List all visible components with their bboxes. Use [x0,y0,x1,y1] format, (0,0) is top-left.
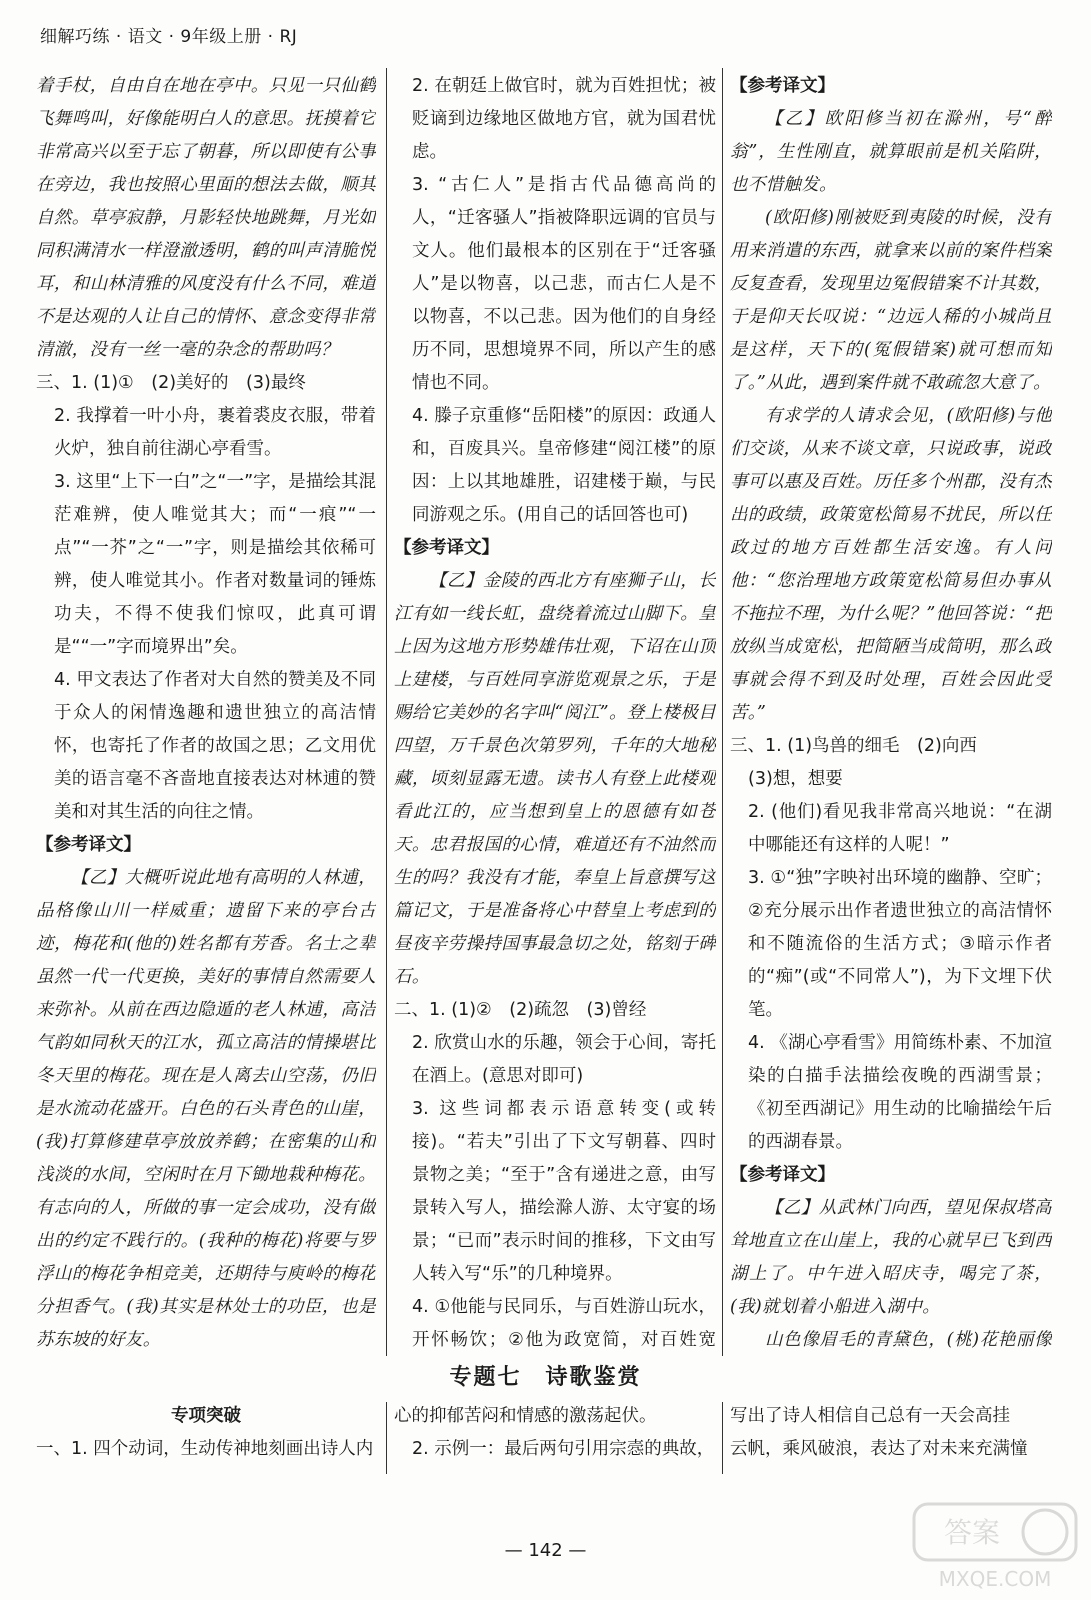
answer-item: 4. ①他能与民同乐，与百姓游山玩水，开怀畅饮；②他为政宽简，对百姓宽 [412,1297,716,1350]
answer-item: 2. 我撑着一叶小舟，裹着裘皮衣服，带着火炉，独自前往湖心亭看雪。 [54,406,376,459]
translation-paragraph: 【乙】金陵的西北方有座狮子山，长江有如一线长虹，盘绕着流过山脚下。皇上因为这地方形势雄伟壮观，下诏在山顶上建楼，与百姓同享游览观景之乐，于是赐给它美妙的名字叫“阅江”。登上楼极目四望，万千景色次第罗列，千年的大地秘藏，顷刻显露无遗。读书人有登上此楼观看此江的，应当想到皇上的恩德有如苍天。忠君报国的心情，难道还有不油然而生的吗？我没有才能，奉皇上旨意撰写这篇记文，于是准备将心中替皇上考虑到的昼夜辛劳操持国事最急切之处，铭刻于碑石。 [394,571,716,987]
answer-item: 心的抑郁苦闷和情感的激荡起伏。 [394,1406,657,1426]
translation-paragraph: 【乙】大概听说此地有高明的人林逋，品格像山川一样威重；遗留下来的亭台古迹，梅花和(他的)姓名都有芳香。名士之辈虽然一代一代更换，美好的事情自然需要人来弥补。从前在西边隐遁的老人林逋，高洁气韵如同秋天的江水，孤立高洁的情操堪比冬天里的梅花。现在是人离去山空荡，仍旧是水流动花盛开。白色的石头青色的山崖，(我)打算修建草亭放放养鹤；在密集的山和浅淡的水间，空闲时在月下锄地栽种梅花。有志向的人，所做的事一定会成功，没有做出的约定不践行的。(我种的梅花)将要与罗浮山的梅花争相竞美，还期待与庾岭的梅花分担香气。(我)其实是林处士的功臣，也是苏东坡的好友。 [36,868,376,1350]
bottom-column-3 [730,1400,1052,1466]
bottom-column-1 [36,1400,376,1466]
watermark-logo-icon [910,1500,1080,1595]
page-number: — 142 — [504,1540,587,1561]
translation-paragraph: 着手杖，自由自在地在亭中。只见一只仙鹤飞舞鸣叫，好像能明白人的意思。抚摸着它非常高兴以至于忘了朝暮，所以即使有公事在旁边，我也按照心里面的想法去做，顺其自然。草亭寂静，月影轻快地跳舞，月光如同积满清水一样澄澈透明，鹤的叫声清脆悦耳，和山林清雅的风度没有什么不同，难道不是达观的人让自己的情怀、意念变得非常清澈，没有一丝一毫的杂念的帮助吗？ [36,76,376,360]
answer-item: 3. “古仁人”是指古代品德高尚的人，“迁客骚人”指被降职远调的官员与文人。他们最根本的区别在于“迁客骚人”是以物喜，以己悲，而古仁人是不以物喜，不以己悲。因为他们的自身经历不同，思想境界不同，所以产生的感情也不同。 [412,175,716,393]
book-header: 细解巧练 · 语文 · 9年级上册 · RJ [40,27,298,47]
answer-item: (3)想，想要 [748,769,843,789]
section-title: 专题七 诗歌鉴赏 [449,1365,642,1390]
translation-paragraph: 【乙】从武林门向西，望见保叔塔高耸地直立在山崖上，我的心就早已飞到西湖上了。中午进入昭庆寺，喝完了茶，(我)就划着小船进入湖中。 [730,1198,1052,1317]
answer-item: 云帆，乘风破浪，表达了对未来充满憧 [730,1439,1028,1459]
reference-translation-label: 【参考译文】 [394,538,499,558]
column-divider-3 [386,1402,387,1474]
answer-item: 3. ①“独”字映衬出环境的幽静、空旷；②充分展示出作者遗世独立的高洁情怀和不随流俗的生活方式；③暗示作者的“痴”(或“不同常人”)，为下文埋下伏笔。 [748,868,1052,1020]
answer-item: 2. 欣赏山水的乐趣，领会于心间，寄托在酒上。(意思对即可) [412,1033,716,1086]
answer-item: 一、1. 四个动词，生动传神地刻画出诗人内 [36,1439,374,1459]
svg-text:MXQE.COM: MXQE.COM [938,1567,1052,1591]
answer-item: 4. 滕子京重修“岳阳楼”的原因：政通人和，百废具兴。皇帝修建“阅江楼”的原因：上以其地雄胜，诏建楼于巅，与民同游观之乐。(用自己的话回答也可) [412,406,716,525]
answer-item: 写出了诗人相信自己总有一天会高挂 [730,1406,1010,1426]
answer-item: 2. 示例一：最后两句引用宗悫的典故， [412,1439,715,1459]
svg-text:答案: 答案 [943,1516,1001,1549]
section-heading: 专项突破 [171,1406,241,1426]
translation-paragraph: 山色像眉毛的青黛色，(桃)花艳丽像 [765,1330,1052,1350]
answer-item: 3. 这里“上下一白”之“一”字，是描绘其混茫难辨，使人唯觉其大；而“一痕”“一点”“一芥”之“一”字，则是描绘其依稀可辨，使人唯觉其小。作者对数量词的锤炼功夫，不得不使我们惊叹，此真可谓是““一”字而境界出”矣。 [54,472,376,657]
answer-item: 2. (他们)看见我非常高兴地说：“在湖中哪能还有这样的人呢！” [748,802,1052,855]
column-1 [36,70,376,1360]
bottom-column-2 [394,1400,716,1466]
answer-item: 3. 这些词都表示语意转变(或转接)。“若夫”引出了下文写朝暮、四时景物之美；“至于”含有递进之意，由写景转入写人，描绘滁人游、太守宴的场景；“已而”表示时间的推移，下文由写人转入写“乐”的几种境界。 [412,1099,716,1284]
reference-translation-label: 【参考译文】 [730,76,835,96]
column-divider-1 [386,68,387,1356]
answer-item: 4. 《湖心亭看雪》用简练朴素、不加渲染的白描手法描绘夜晚的西湖雪景；《初至西湖记》用生动的比喻描绘午后的西湖春景。 [748,1033,1052,1152]
column-2 [394,70,716,1360]
column-divider-4 [722,1402,723,1474]
answer-item: 二、1. (1)② (2)疏忽 (3)曾经 [394,1000,647,1020]
answer-item: 4. 甲文表达了作者对大自然的赞美及不同于众人的闲情逸趣和遗世独立的高洁情怀，也寄托了作者的故国之思；乙文用优美的语言毫不吝啬地直接表达对林逋的赞美和对其生活的向往之情。 [54,670,376,822]
column-3 [730,70,1052,1360]
column-divider-2 [722,68,723,1356]
translation-paragraph: 有求学的人请求会见，(欧阳修)与他们交谈，从来不谈文章，只说政事，说政事可以惠及百姓。历任多个州郡，没有杰出的政绩，政策宽松简易不扰民，所以任政过的地方百姓都生活安逸。有人问他：“您治理地方政策宽松简易但办事从不拖拉不理，为什么呢？”他回答说：“把放纵当成宽松，把简陋当成简明，那么政事就会得不到及时处理，百姓会因此受苦。” [730,406,1052,723]
answer-item: 三、1. (1)① (2)美好的 (3)最终 [36,373,306,393]
answer-item: 三、1. (1)鸟兽的细毛 (2)向西 [730,736,977,756]
reference-translation-label: 【参考译文】 [36,835,141,855]
translation-paragraph: 【乙】欧阳修当初在滁州，号“醉翁”，生性刚直，就算眼前是机关陷阱，也不惜触发。 [730,109,1052,195]
answer-item: 2. 在朝廷上做官时，就为百姓担忧；被贬谪到边缘地区做地方官，就为国君忧虑。 [412,76,716,162]
translation-paragraph: (欧阳修)刚被贬到夷陵的时候，没有用来消遣的东西，就拿来以前的案件档案反复查看，发现里边冤假错案不计其数，于是仰天长叹说：“边远人稀的小城尚且是这样，天下的(冤假错案)就可想而知了。”从此，遇到案件就不敢疏忽大意了。 [730,208,1052,393]
reference-translation-label: 【参考译文】 [730,1165,835,1185]
